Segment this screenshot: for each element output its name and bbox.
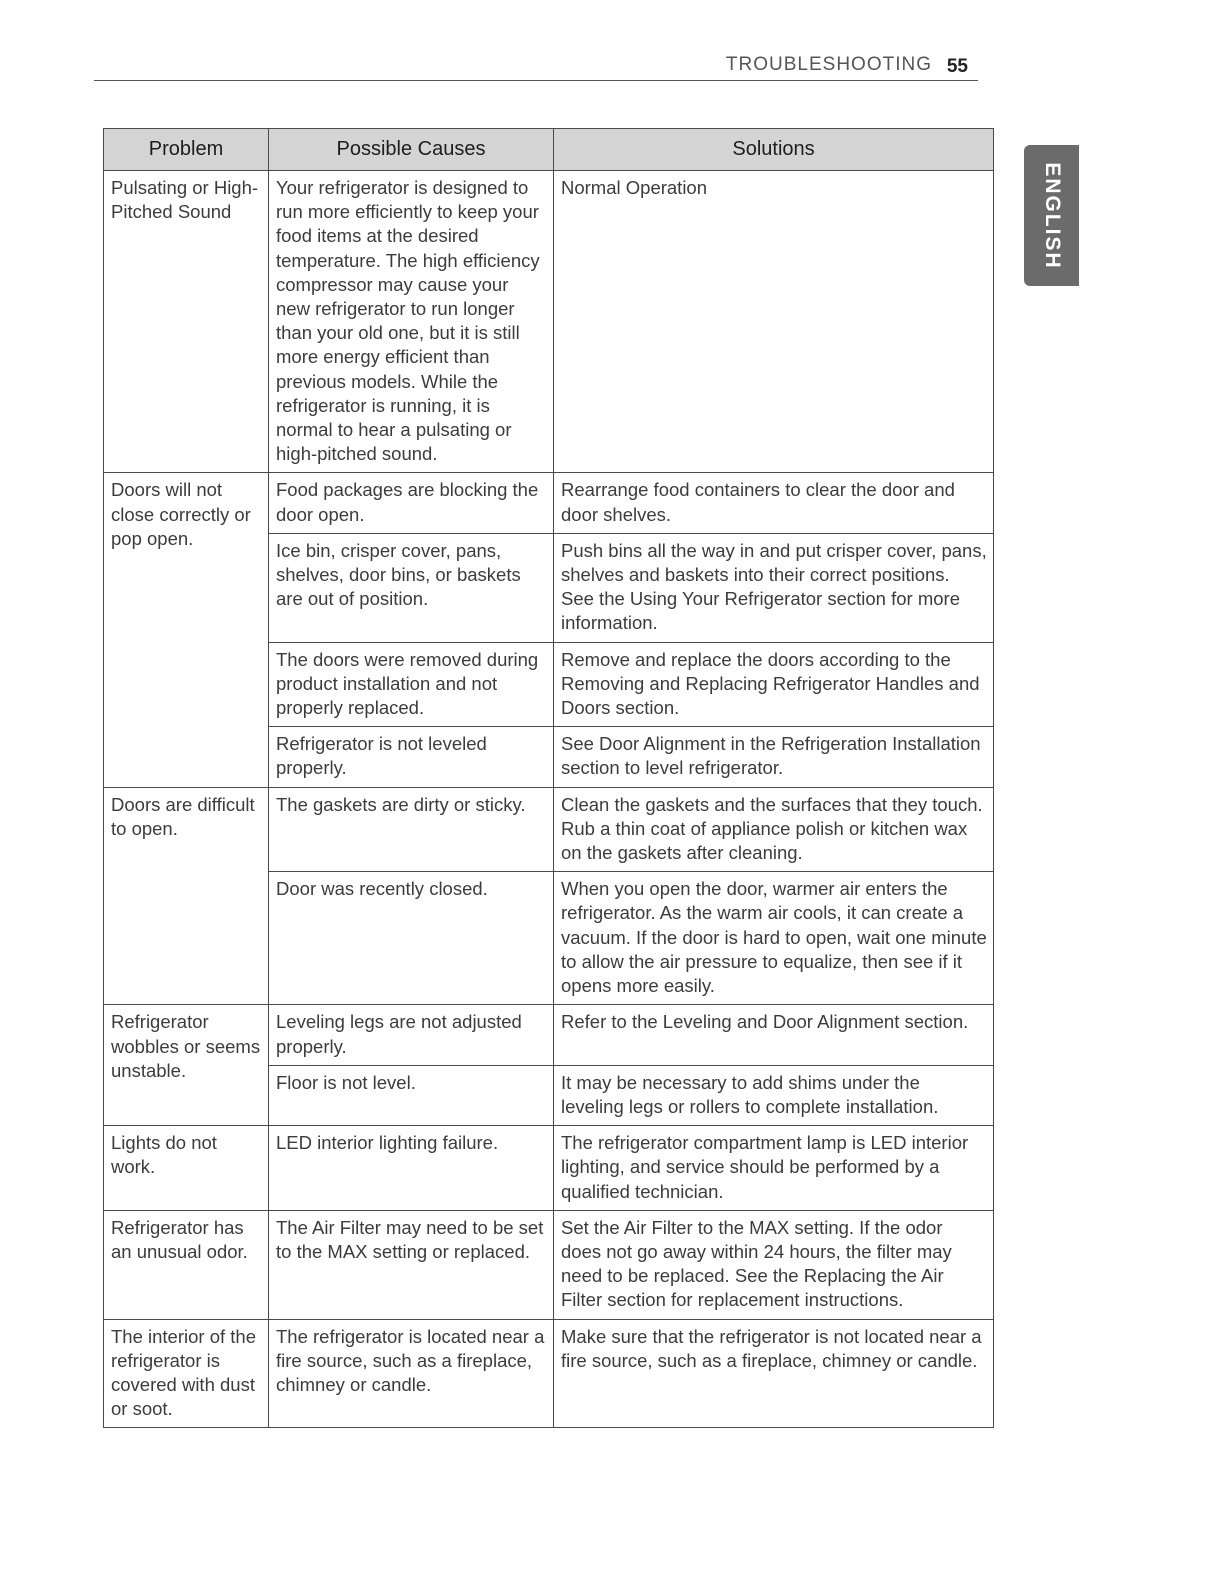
troubleshooting-table — [103, 128, 994, 1428]
problem-cell: Pulsating or High-Pitched Sound — [104, 171, 269, 473]
table-header-row — [104, 129, 994, 171]
solution-cell: See Door Alignment in the Refrigeration Installation section to level refrigerator. — [554, 727, 994, 787]
problem-cell: Refrigerator wobbles or seems unstable. — [104, 1005, 269, 1126]
problem-cell: The interior of the refrigerator is covered with dust or soot. — [104, 1319, 269, 1428]
page-header — [94, 52, 978, 81]
solution-cell: Make sure that the refrigerator is not located near a fire source, such as a fireplace, chimney or candle. — [554, 1319, 994, 1428]
solution-cell: It may be necessary to add shims under the leveling legs or rollers to complete installation. — [554, 1065, 994, 1125]
solution-cell: Normal Operation — [554, 171, 994, 473]
cause-cell: LED interior lighting failure. — [269, 1126, 554, 1211]
language-tab — [1024, 145, 1079, 286]
cause-cell: The doors were removed during product installation and not properly replaced. — [269, 642, 554, 727]
solution-cell: The refrigerator compartment lamp is LED interior lighting, and service should be performed by a qualified technician. — [554, 1126, 994, 1211]
solution-cell: Remove and replace the doors according to the Removing and Replacing Refrigerator Handles and Doors section. — [554, 642, 994, 727]
table-row — [104, 787, 994, 872]
solution-cell: Rearrange food containers to clear the door and door shelves. — [554, 473, 994, 533]
problem-cell: Lights do not work. — [104, 1126, 269, 1211]
cause-cell: The Air Filter may need to be set to the MAX setting or replaced. — [269, 1210, 554, 1319]
cause-cell: Leveling legs are not adjusted properly. — [269, 1005, 554, 1065]
table-row — [104, 1005, 994, 1065]
table-row — [104, 1319, 994, 1428]
cause-cell: Ice bin, crisper cover, pans, shelves, door bins, or baskets are out of position. — [269, 533, 554, 642]
table-row — [104, 1126, 994, 1211]
solution-cell: Set the Air Filter to the MAX setting. If the odor does not go away within 24 hours, the filter may need to be replaced. See the Replacing the Air Filter section for replacement instructions. — [554, 1210, 994, 1319]
cause-cell: Your refrigerator is designed to run more efficiently to keep your food items at the desired temperature. The high efficiency compressor may cause your new refrigerator to run longer than your old one, but it is still more energy efficient than previous models. While the refrigerator is running, it is normal to hear a pulsating or high-pitched sound. — [269, 171, 554, 473]
problem-cell: Doors are difficult to open. — [104, 787, 269, 1005]
solution-cell: Push bins all the way in and put crisper cover, pans, shelves and baskets into their correct positions. See the Using Your Refrigerator section for more information. — [554, 533, 994, 642]
solution-cell: Clean the gaskets and the surfaces that they touch. Rub a thin coat of appliance polish or kitchen wax on the gaskets after cleaning. — [554, 787, 994, 872]
language-tab-label: ENGLISH — [1040, 161, 1064, 270]
column-header-solutions: Solutions — [554, 129, 994, 171]
table-row — [104, 171, 994, 473]
cause-cell: Refrigerator is not leveled properly. — [269, 727, 554, 787]
table-row — [104, 473, 994, 533]
page-number: 55 — [946, 56, 968, 77]
cause-cell: Floor is not level. — [269, 1065, 554, 1125]
cause-cell: Door was recently closed. — [269, 872, 554, 1005]
solution-cell: When you open the door, warmer air enters the refrigerator. As the warm air cools, it can create a vacuum. If the door is hard to open, wait one minute to allow the air pressure to equalize, then see if it opens more easily. — [554, 872, 994, 1005]
cause-cell: The refrigerator is located near a fire source, such as a fireplace, chimney or candle. — [269, 1319, 554, 1428]
cause-cell: Food packages are blocking the door open. — [269, 473, 554, 533]
problem-cell: Refrigerator has an unusual odor. — [104, 1210, 269, 1319]
column-header-problem: Problem — [104, 129, 269, 171]
table-row — [104, 1210, 994, 1319]
cause-cell: The gaskets are dirty or sticky. — [269, 787, 554, 872]
solution-cell: Refer to the Leveling and Door Alignment section. — [554, 1005, 994, 1065]
column-header-causes: Possible Causes — [269, 129, 554, 171]
section-title: TROUBLESHOOTING — [725, 54, 932, 75]
problem-cell: Doors will not close correctly or pop open. — [104, 473, 269, 787]
